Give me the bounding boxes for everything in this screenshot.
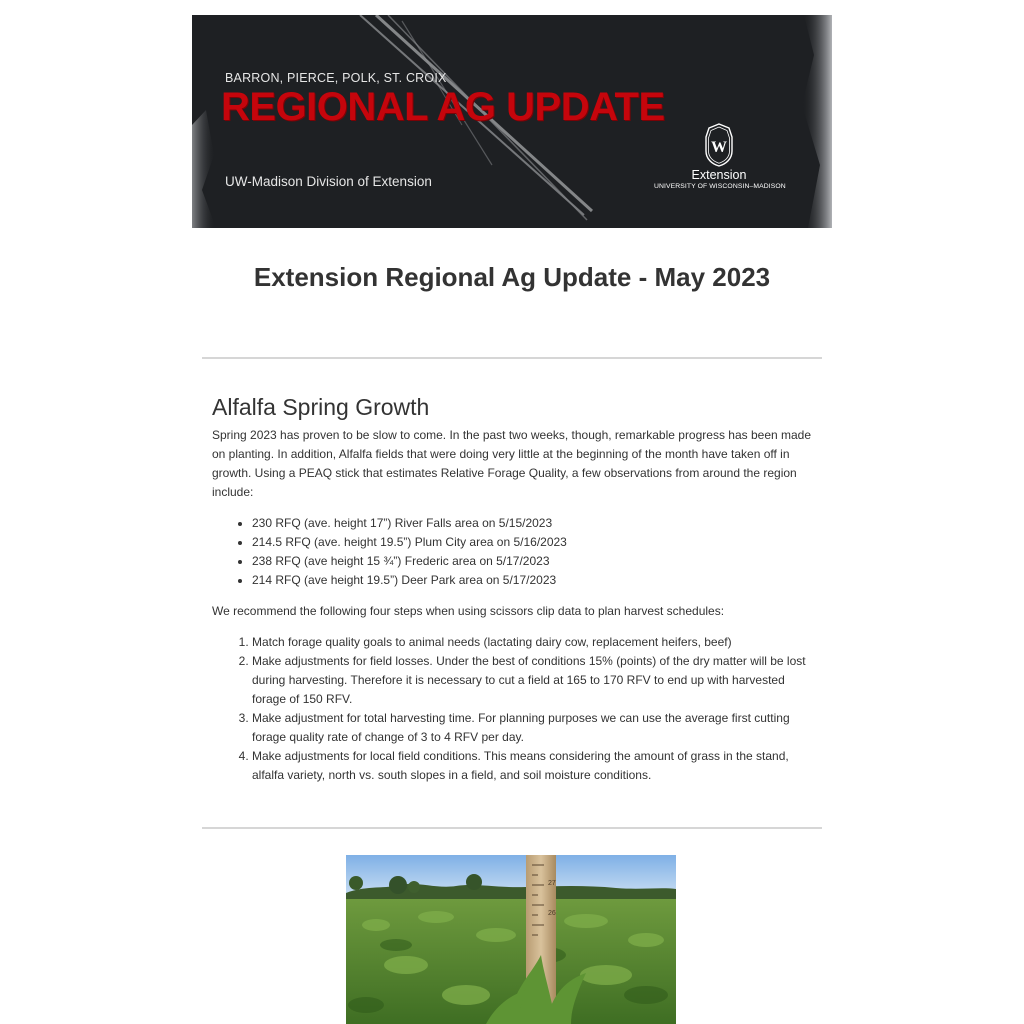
svg-text:W: W xyxy=(711,139,727,156)
logo-extension-word: Extension xyxy=(691,168,747,182)
logo-university-name: UNIVERSITY OF WISCONSIN–MADISON xyxy=(654,183,786,190)
steps-list xyxy=(212,633,812,785)
article-alfalfa xyxy=(212,393,812,797)
list-item: • 238 RFQ (ave height 15 ¾”) Frederic area on 5/17/2023 xyxy=(252,552,812,571)
banner-counties: BARRON, PIERCE, POLK, ST. CROIX xyxy=(225,71,447,85)
recommend-intro: We recommend the following four steps when using scissors clip data to plan harvest schedules: xyxy=(212,604,725,618)
article-intro: Spring 2023 has proven to be slow to come. In the past two weeks, though, remarkable progress has been made on planting. In addition, Alfalfa fields that were doing very little at the beginning of the month have taken off in growth. Using a PEAQ stick that estimates Relative Forage Quality, a few observations from around the region include: xyxy=(212,428,812,499)
uw-crest-icon xyxy=(704,123,734,167)
list-item: 4. Make adjustments for local field conditions. This means considering the amount of grass in the stand, alfalfa variety, north vs. south slopes in a field, and soil moisture conditions. xyxy=(252,747,812,785)
page-title: Extension Regional Ag Update - May 2023 xyxy=(253,262,771,292)
list-item: 3. Make adjustment for total harvesting time. For planning purposes we can use the average first cutting forage quality rate of change of 3 to 4 RFV per day. xyxy=(252,709,812,747)
list-item: • 230 RFQ (ave. height 17”) River Falls area on 5/15/2023 xyxy=(252,514,812,533)
article-heading: Alfalfa Spring Growth xyxy=(212,394,430,420)
list-item: 2. Make adjustments for field losses. Under the best of conditions 15% (points) of the dry matter will be lost during harvesting. Therefore it is necessary to cut a field at 165 to 170 RFV to end up with harvested forage of 150 RFV. xyxy=(252,652,812,709)
banner-division: UW-Madison Division of Extension xyxy=(225,174,432,189)
uw-extension-logo xyxy=(654,123,784,190)
svg-text:27: 27 xyxy=(548,880,556,887)
divider-top xyxy=(202,357,822,359)
banner-headline: REGIONAL AG UPDATE xyxy=(221,85,665,129)
header-banner xyxy=(192,15,832,228)
list-item: • 214.5 RFQ (ave. height 19.5”) Plum City area on 5/16/2023 xyxy=(252,533,812,552)
svg-text:26: 26 xyxy=(548,910,556,917)
list-item: 1. Match forage quality goals to animal needs (lactating dairy cow, replacement heifers, beef) xyxy=(252,633,812,652)
list-item: • 214 RFQ (ave height 19.5”) Deer Park area on 5/17/2023 xyxy=(252,571,812,590)
divider-bottom xyxy=(202,827,822,829)
alfalfa-field-photo xyxy=(346,855,676,1024)
observation-list xyxy=(212,514,812,590)
